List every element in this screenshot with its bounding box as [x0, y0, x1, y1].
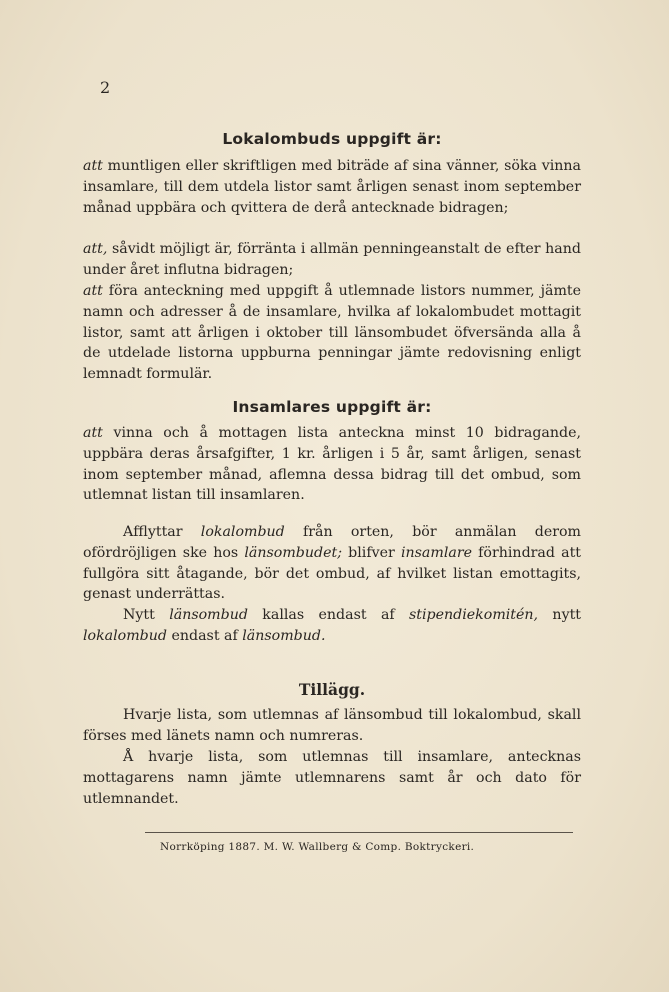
text-run: endast af	[166, 627, 243, 644]
item-text: vinna och å mottagen lista anteckna minst 10 bidragande, uppbära deras årsafgifter, 1 kr. årligen i 5 år, samt årligen, senast inom september månad, aflemna dessa bidrag till det ombud, som utlemnat listan till insamlaren.	[83, 425, 581, 504]
item-text: muntligen eller skriftligen med biträde af sina vänner, söka vinna insamlare, till dem utdela listor samt årligen senast inom september månad uppbära och qvittera de derå antecknade bidragen;	[83, 158, 581, 216]
text-run: kallas endast af	[247, 607, 410, 623]
page-number: 2	[100, 78, 111, 97]
heading-tillagg: Tillägg.	[298, 680, 366, 699]
lead-word: att	[83, 283, 103, 299]
text-run: Afflyttar	[123, 524, 201, 540]
italic-run: länsombud	[169, 607, 248, 623]
lokalombud-item-3	[83, 281, 581, 385]
lead-word: att,	[83, 241, 108, 257]
italic-run: lokalombud	[83, 627, 167, 644]
lead-word: att	[83, 158, 103, 174]
italic-run: insamlare	[400, 544, 472, 561]
insamlare-item-1	[83, 423, 581, 506]
nytt-paragraph	[83, 605, 581, 647]
item-text: såvidt möjligt är, förränta i allmän penningeanstalt de efter hand under året influtna bidragen;	[83, 241, 581, 278]
italic-run: stipendiekomitén,	[409, 607, 539, 623]
tillagg-paragraph-2: Å hvarje lista, som utlemnas till insamlare, antecknas mottagarens namn jämte utlemnarens samt år och dato för utlemnandet.	[83, 749, 581, 807]
afflyttar-paragraph	[83, 522, 581, 605]
heading-lokalombud: Lokalombuds uppgift är:	[222, 130, 442, 148]
heading-insamlare: Insamlares uppgift är:	[232, 398, 432, 416]
text-run: Nytt	[123, 607, 170, 623]
text-run: från orten, bör anmälan derom ofördröjligen ske hos	[83, 524, 581, 561]
italic-run: länsombudet;	[244, 544, 342, 561]
printer-imprint: Norrköping 1887. M. W. Wallberg & Comp. Boktryckeri.	[160, 841, 475, 853]
lokalombud-item-1	[83, 156, 581, 218]
lead-word: att	[83, 425, 103, 441]
item-text: föra anteckning med uppgift å utlemnade listors nummer, jämte namn och adresser å de insamlare, hvilka af lokalombudet mottagit listor, samt att årligen i oktober till länsombudet öfversända alla å de utdelade listorna uppburna penningar jämte redovisning enligt lemnadt formulär.	[83, 283, 581, 383]
lokalombud-item-2	[83, 239, 581, 281]
italic-run: länsombud.	[242, 627, 326, 644]
italic-run: lokalombud	[200, 524, 285, 540]
footer-rule	[145, 832, 573, 833]
tillagg-paragraph-1: Hvarje lista, som utlemnas af länsombud till lokalombud, skall förses med länets namn och numreras.	[83, 707, 581, 744]
text-run: nytt	[538, 607, 581, 623]
text-run: förhindrad att fullgöra sitt åtagande, bör det ombud, af hvilket listan emottagits, genast underrättas.	[83, 544, 582, 603]
text-run: blifver	[341, 544, 401, 561]
